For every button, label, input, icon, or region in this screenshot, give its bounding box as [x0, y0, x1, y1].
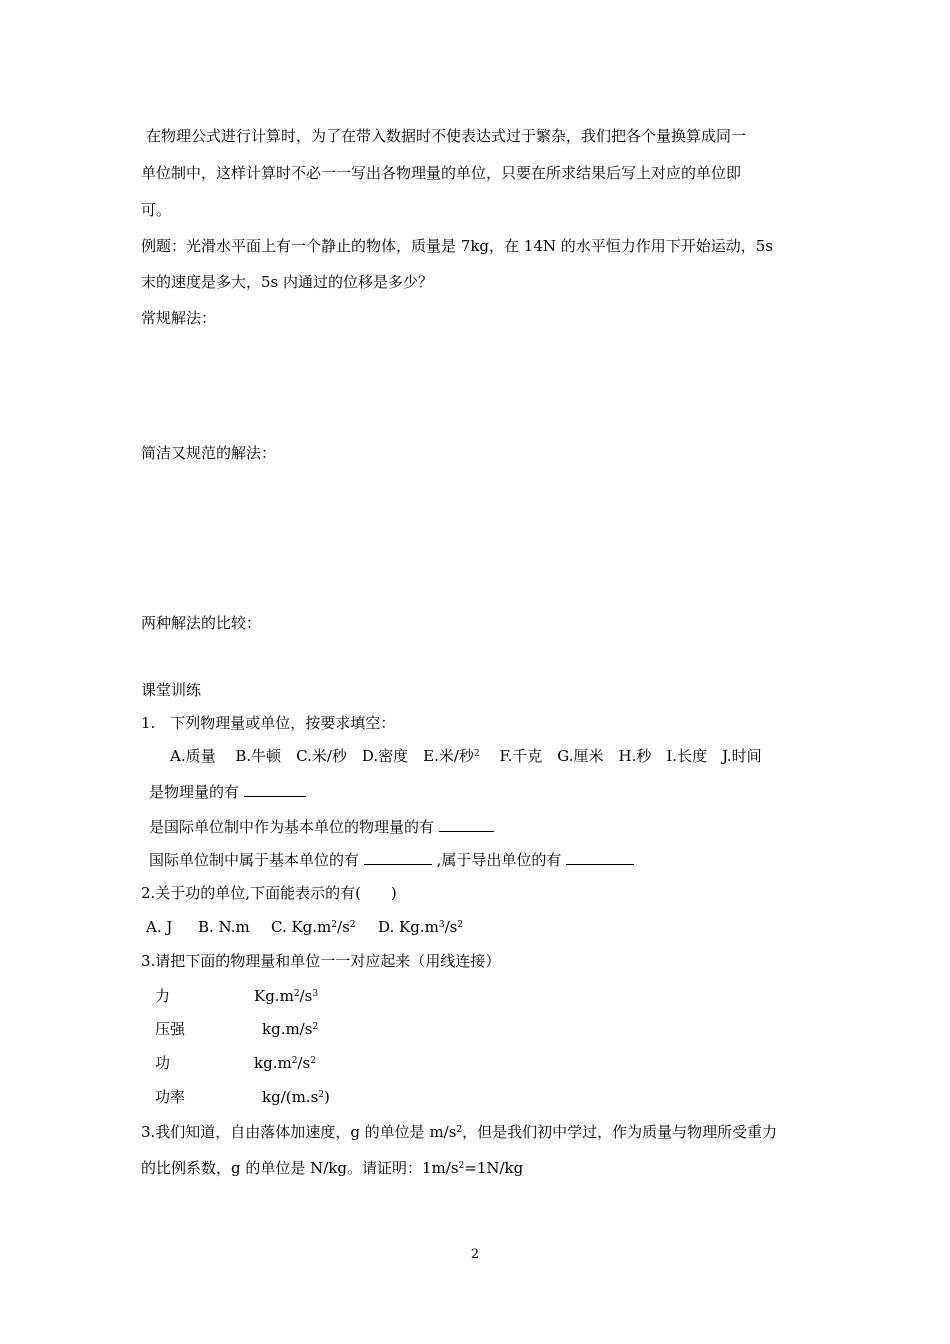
q1-part-a: 是物理量的有 — [149, 780, 306, 802]
q1-options: A.质量 B.牛顿 C.米/秒 D.密度 E.米/秒$^2$ F.千克 G.厘米 H.秒 I.长度 J.时间 — [170, 747, 762, 765]
q3-unit[interactable]: $kg.m/s^2$ — [262, 1020, 319, 1038]
q4-line-1: 3.我们知道，自由落体加速度，g 的单位是 $m/s^2$，但是我们初中学过，作为质量与物理所受重力 — [141, 1123, 778, 1141]
answer-blank[interactable] — [244, 780, 306, 797]
heading-practice: 课堂训练 — [141, 681, 202, 699]
heading-regular-solution: 常规解法： — [141, 309, 217, 327]
heading-concise-solution: 简洁又规范的解法： — [141, 444, 277, 462]
q3-unit[interactable]: $kg/(m.s^2)$ — [262, 1088, 330, 1106]
q1-stem: 1. 下列物理量或单位，按要求填空： — [141, 714, 396, 732]
answer-blank[interactable] — [566, 848, 634, 865]
q3-unit[interactable]: $kg.m^2/s^2$ — [254, 1054, 316, 1072]
q3-quantity[interactable]: 功 — [155, 1054, 171, 1072]
q2-option-d: D. $Kg.m^3/s^2$ — [378, 918, 464, 936]
heading-comparison: 两种解法的比较： — [141, 614, 262, 632]
answer-blank[interactable] — [439, 815, 494, 832]
intro-line-3: 可。 — [141, 201, 172, 219]
q3-quantity[interactable]: 压强 — [155, 1020, 186, 1038]
page-number: 2 — [470, 1247, 480, 1262]
example-line-1: 例题：光滑水平面上有一个静止的物体，质量是 7kg，在 14N 的水平恒力作用下开始运动，5s — [141, 237, 773, 255]
answer-blank[interactable] — [364, 848, 432, 865]
q1-part-c: 国际单位制中属于基本单位的有 ,属于导出单位的有 — [149, 848, 634, 870]
q2-option-c: C. $Kg.m^2/s^2$ — [271, 918, 356, 936]
example-line-2: 末的速度是多大，5s 内通过的位移是多少？ — [141, 273, 434, 291]
q1-part-b: 是国际单位制中作为基本单位的物理量的有 — [149, 815, 494, 837]
q2-stem: 2.关于功的单位,下面能表示的有( ) — [141, 884, 397, 902]
q3-unit[interactable]: $Kg.m^2/s^3$ — [254, 987, 319, 1005]
q3-quantity[interactable]: 功率 — [155, 1088, 186, 1106]
q2-option-a: A. J — [146, 918, 173, 936]
q3-stem: 3.请把下面的物理量和单位一一对应起来（用线连接） — [141, 952, 501, 970]
q2-option-b: B. N.m — [198, 918, 250, 936]
intro-line-2: 单位制中，这样计算时不必一一写出各物理量的单位，只要在所求结果后写上对应的单位即 — [141, 164, 742, 182]
q3-quantity[interactable]: 力 — [155, 987, 171, 1005]
intro-line-1: 在物理公式进行计算时，为了在带入数据时不使表达式过于繁杂，我们把各个量换算成同一 — [146, 127, 747, 145]
q4-line-2: 的比例系数，g 的单位是 N/kg。请证明：$1m/s^2=1N/kg$ — [141, 1159, 524, 1177]
